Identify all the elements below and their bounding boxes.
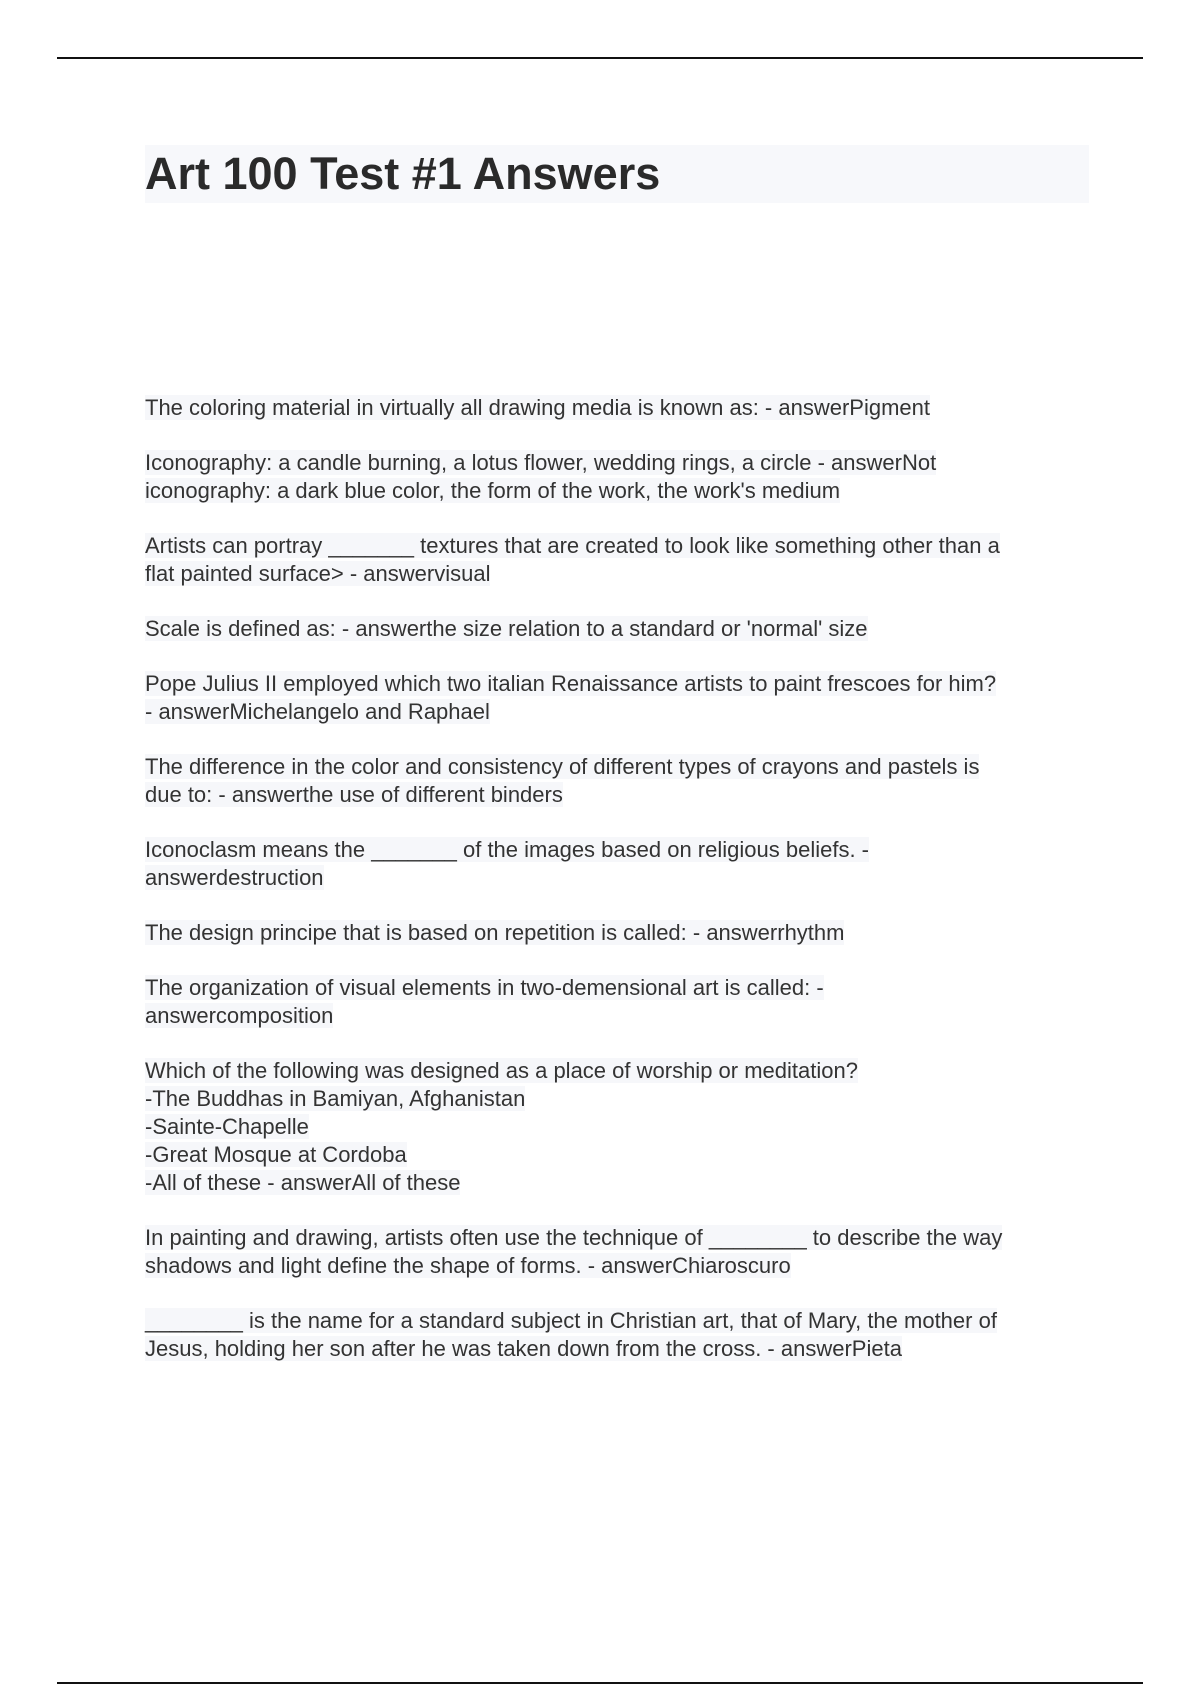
qa-line: -All of these - answerAll of these [145, 1170, 461, 1195]
qa-item [145, 1057, 1089, 1197]
qa-line: In painting and drawing, artists often use the technique of ________ to describe the way [145, 1225, 1003, 1250]
qa-line: due to: - answerthe use of different binders [145, 782, 563, 807]
qa-item [145, 449, 1089, 505]
qa-item [145, 836, 1089, 892]
qa-line: Iconography: a candle burning, a lotus flower, wedding rings, a circle - answerNot [145, 450, 937, 475]
qa-item [145, 1224, 1089, 1280]
qa-line: flat painted surface> - answervisual [145, 561, 491, 586]
qa-line: The coloring material in virtually all drawing media is known as: - answerPigment [145, 395, 930, 420]
qa-line: The organization of visual elements in two-demensional art is called: - [145, 975, 824, 1000]
qa-line: -Great Mosque at Cordoba [145, 1142, 407, 1167]
qa-line: The design principe that is based on repetition is called: - answerrhythm [145, 920, 845, 945]
qa-line: iconography: a dark blue color, the form of the work, the work's medium [145, 478, 841, 503]
qa-item [145, 615, 1089, 643]
qa-line: Artists can portray _______ textures that are created to look like something other than a [145, 533, 1000, 558]
qa-line: Jesus, holding her son after he was taken down from the cross. - answerPieta [145, 1336, 902, 1361]
qa-line: The difference in the color and consistency of different types of crayons and pastels is [145, 754, 980, 779]
question-answer-list [145, 394, 1089, 1390]
qa-line: -The Buddhas in Bamiyan, Afghanistan [145, 1086, 526, 1111]
qa-item [145, 394, 1089, 422]
qa-line: - answerMichelangelo and Raphael [145, 699, 490, 724]
qa-line: -Sainte-Chapelle [145, 1114, 309, 1139]
qa-line: Pope Julius II employed which two italian Renaissance artists to paint frescoes for him? [145, 671, 997, 696]
qa-line: Scale is defined as: - answerthe size relation to a standard or 'normal' size [145, 616, 868, 641]
qa-line: shadows and light define the shape of forms. - answerChiaroscuro [145, 1253, 791, 1278]
qa-item [145, 670, 1089, 726]
qa-item [145, 753, 1089, 809]
qa-item [145, 974, 1089, 1030]
qa-line: Which of the following was designed as a place of worship or meditation? [145, 1058, 858, 1083]
bottom-rule [57, 1682, 1143, 1684]
top-rule [57, 57, 1143, 59]
qa-line: Iconoclasm means the _______ of the images based on religious beliefs. - [145, 837, 869, 862]
qa-item [145, 1307, 1089, 1363]
qa-line: answerdestruction [145, 865, 324, 890]
qa-line: ________ is the name for a standard subject in Christian art, that of Mary, the mother of [145, 1308, 997, 1333]
qa-item [145, 919, 1089, 947]
page-title: Art 100 Test #1 Answers [145, 145, 1089, 203]
qa-line: answercomposition [145, 1003, 334, 1028]
qa-item [145, 532, 1089, 588]
